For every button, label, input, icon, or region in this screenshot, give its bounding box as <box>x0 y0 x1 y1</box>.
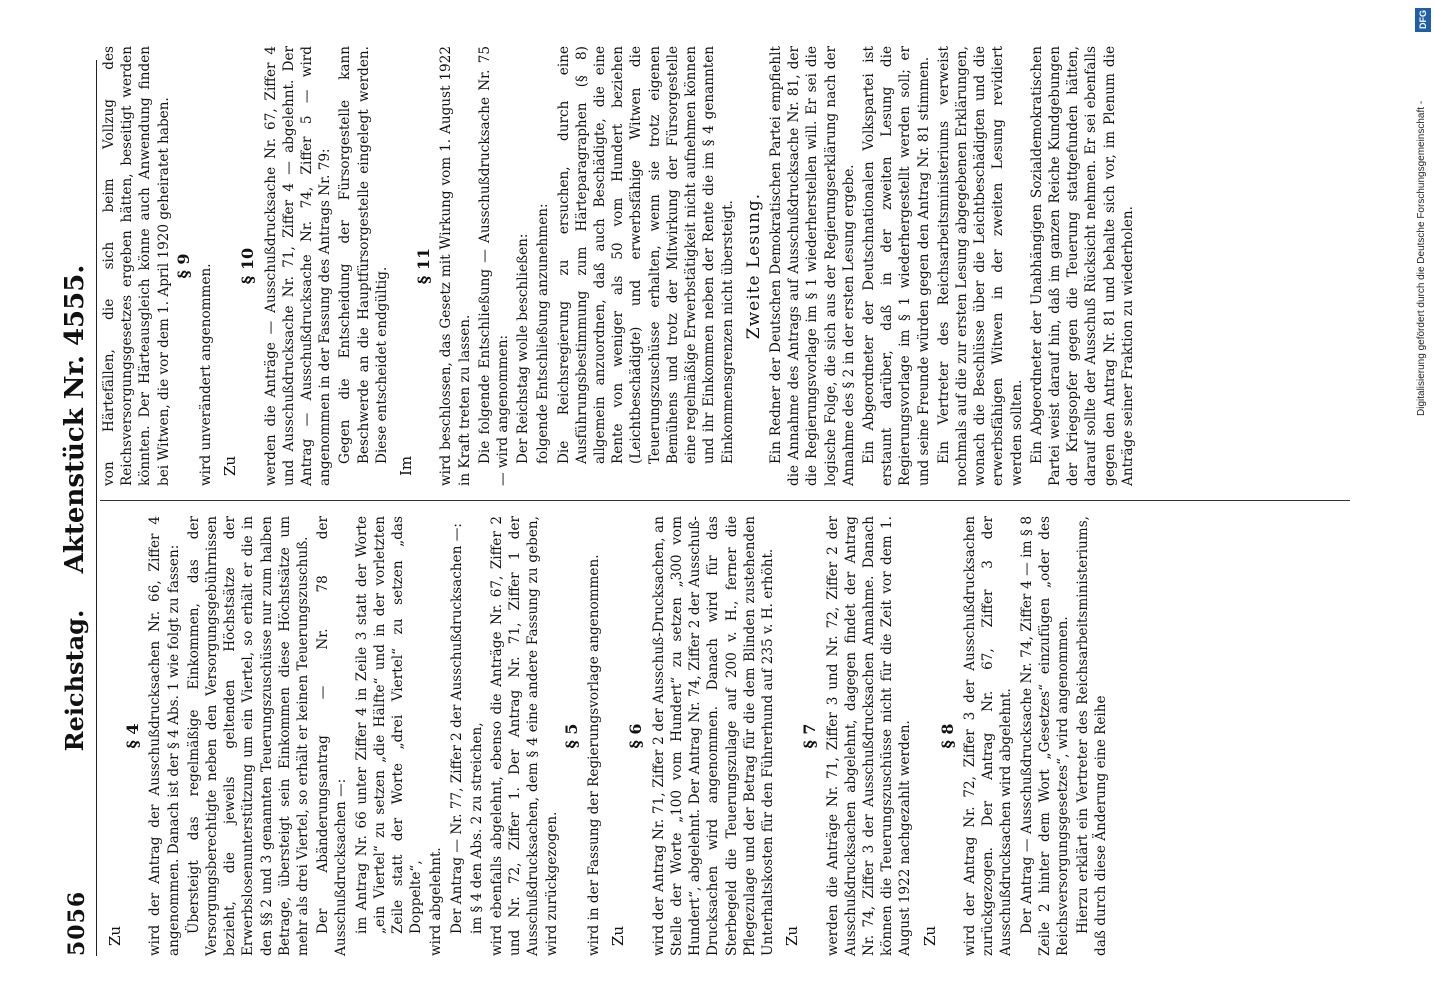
paragraph: wird ebenfalls abgelehnt, ebenso die Anträge Nr. 67, Ziffer 2 und Nr. 72, Ziffer 1. Der Antrag Nr. 71, Ziffer 1 der Ausschußdrucksachen, dem § 4 eine andere Fassung zu geben, wird zurückgezogen. <box>489 516 560 956</box>
digitization-note: Digitalisierung gefördert durch die Deutsche Forschungsgemeinschaft - <box>1416 100 1427 416</box>
text-columns <box>100 46 1390 956</box>
header-title: Reichstag. <box>60 609 89 752</box>
section-prefix: Zu <box>783 925 802 946</box>
paragraph: Ein Vertreter des Reichsarbeitsministeriums verweist nochmals auf die zur ersten Lesung abgegebenen Erklärungen, wonach die Beschlüsse über die Leichtbeschädigten und die erwerbsfähigen Witwen in der zweiten Lesung revidiert werden sollten. <box>935 46 1025 486</box>
reading-heading: Zweite Lesung. <box>743 192 764 340</box>
dfg-logo: DFG <box>1415 8 1431 32</box>
right-column <box>100 46 1390 486</box>
paragraph: Ein Redner der Deutschen Demokratischen Partei empfiehlt die Annahme des Antrags auf Ausschußdrucksache Nr. 81, der die Regierungsvorlage im § 1 wiederherstellen will. Er sei die logische Folge, die sich aus der Regierungserklärung nach der Annahme des § 2 in der ersten Lesung ergebe. <box>767 46 857 486</box>
paragraph: Übersteigt das regelmäßige Einkommen, das der Versorgungsberechtigte neben den Versorgungsgebührnissen bezieht, die jeweils geltenden Höchstsätze der Erwerbslosenunterstützung um ein Viertel, so erhält er die in den §§ 2 und 3 genannten Teuerungszuschüsse nur zum halben Betrage, übersteigt sein Einkommen diese Höchstsätze um mehr als drei Viertel, so erhält er keinen Teuerungszuschuß. <box>185 516 312 956</box>
section-heading: § 8 <box>937 723 957 749</box>
paragraph: wird in der Fassung der Regierungsvorlage angenommen. <box>586 554 603 956</box>
paragraph: werden die Anträge Nr. 71, Ziffer 3 und Nr. 72, Ziffer 2 der Ausschußdrucksachen abgelehnt, dagegen findet der Antrag Nr. 74, Ziffer 3 der Ausschußdrucksachen Annahme. Danach können die Teuerungszuschüsse nicht für die Zeit vor dem 1. August 1922 nachgezahlt werden. <box>824 516 914 956</box>
document-page <box>40 38 1400 978</box>
paragraph: werden die Anträge — Ausschußdrucksache Nr. 67, Ziffer 4 und Ausschußdrucksache Nr. 71, Ziffer 4 — abgelehnt. Der Antrag — Ausschußdrucksache Nr. 74, Ziffer 5 — wird angenommen in der Fassung des Antrags Nr. 79: <box>262 46 334 486</box>
paragraph: Hierzu erklärt ein Vertreter des Reichsarbeitsministeriums, daß durch diese Änderung eine Reihe <box>1075 516 1110 956</box>
paragraph: Der Reichstag wolle beschließen: <box>515 233 532 464</box>
section-prefix: Zu <box>920 925 939 946</box>
section-heading: § 10 <box>238 247 258 285</box>
left-column <box>100 516 1390 956</box>
section-prefix: Im <box>397 455 416 476</box>
paragraph: Gegen die Entscheidung der Fürsorgestelle kann Beschwerde an die Hauptfürsorgestelle eingelegt werden. Diese entscheidet endgültig. <box>337 46 390 464</box>
paragraph: wird der Antrag Nr. 71, Ziffer 2 der Ausschuß-Drucksachen, an Stelle der Worte „100 vom Hundert“ zu setzen „300 vom Hundert“, abgelehnt. Der Antrag Nr. 74, Ziffer 2 der Ausschuß-Drucksachen wird angenommen. Danach wird für das Sterbegeld die Teuerungszulage auf 200 v. H., ferner die Pflegezulage und der Betrag für die dem Blinden zustehenden Unterhaltskosten für den Führerhund auf 235 v. H. erhöht. <box>650 516 776 956</box>
paragraph: wird abgelehnt. <box>428 847 445 956</box>
section-heading: § 4 <box>123 723 143 749</box>
paragraph: wird unverändert angenommen. <box>198 263 215 486</box>
section-prefix: Zu <box>609 925 628 946</box>
paragraph: wird der Antrag Nr. 72, Ziffer 3 der Ausschußdrucksachen zurückgezogen. Der Antrag Nr. 67, Ziffer 3 der Ausschußdrucksachen wird abgelehnt. <box>961 516 1015 956</box>
section-heading: § 5 <box>561 723 581 749</box>
paragraph: Ein Abgeordneter der Deutschnationalen Volkspartei ist erstaunt darüber, daß in der zweiten Lesung die Regierungsvorlage im § 1 wiederhergestellt werden soll; er und seine Freunde würden gegen den Antrag Nr. 81 stimmen. <box>860 46 932 486</box>
paragraph: Die Reichsregierung zu ersuchen, durch eine Ausführungsbestimmung zum Härteparagraphen (§ 8) allgemein anzuordnen, daß auch Beschädigte, die eine Rente von weniger als 50 vom Hundert beziehen (Leichtbeschädigte) und erwerbsfähige Witwen die Teuerungszuschüsse erhalten, wenn sie trotz eigenen Bemühens und trotz der Mitwirkung der Fürsorgestelle eine regelmäßige Erwerbstätigkeit nicht aufnehmen können und ihr Einkommen neben der Rente die im § 4 genannten Einkommensgrenzen nicht übersteigt. <box>555 46 736 464</box>
section-heading: § 7 <box>800 723 820 749</box>
paragraph: wird der Antrag der Ausschußdrucksachen Nr. 66, Ziffer 4 angenommen. Danach ist der § 4 Abs. 1 wie folgt zu fassen: <box>147 516 182 956</box>
paragraph: Ein Abgeordneter der Unabhängigen Sozialdemokratischen Partei weist darauf hin, daß im ganzen Reiche Kundgebungen der Kriegsopfer gegen die Teuerung stattgefunden hätten, darauf sollte der Ausschuß Rücksicht nehmen. Er sei ebenfalls gegen den Antrag Nr. 81 und behalte sich vor, im Plenum die Anträge seiner Fraktion zu wiederholen. <box>1028 46 1136 486</box>
header-subtitle: Aktenstück Nr. 4555. <box>60 264 90 574</box>
section-heading: § 11 <box>414 247 434 285</box>
paragraph: folgende Entschließung anzunehmen: <box>535 203 552 464</box>
paragraph: Der Antrag — Nr. 77, Ziffer 2 der Ausschußdrucksachen —: <box>448 523 465 934</box>
paragraph: wird beschlossen, das Gesetz mit Wirkung vom 1. August 1922 in Kraft treten zu lassen. <box>438 46 473 486</box>
section-prefix: Zu <box>221 455 240 476</box>
paragraph: Der Antrag — Ausschußdrucksache Nr. 74, Ziffer 4 — im § 8 Zeile 2 hinter dem Wort „Gesetzes“ einzufügen „oder des Reichsversorgungsgesetzes“, wird angenommen. <box>1018 516 1071 956</box>
paragraph: im § 4 den Abs. 2 zu streichen, <box>468 722 485 934</box>
section-heading: § 9 <box>173 253 193 279</box>
paragraph: Die folgende Entschließung — Ausschußdrucksache Nr. 75 — wird angenommen: <box>476 46 512 486</box>
section-heading: § 6 <box>626 723 646 749</box>
page-number: 5056 <box>64 890 90 956</box>
header-title-block <box>60 60 90 956</box>
paragraph: Der Abänderungsantrag — Nr. 78 der Ausschußdrucksachen —: <box>315 516 350 956</box>
column-divider <box>100 500 1350 501</box>
paragraph: im Antrag Nr. 66 unter Ziffer 4 in Zeile 3 statt der Worte „ein Viertel“ zu setzen „die Hälfte“ und in der vorletzten Zeile statt der Worte „drei Viertel“ zu setzen „das Doppelte“, <box>353 516 425 934</box>
paragraph: von Härtefällen, die sich beim Vollzug des Reichsversorgungsgesetzes ergeben hätten, beseitigt werden könnten. Der Härteausgleich könne auch Anwendung finden bei Witwen, die vor dem 1. April 1920 geheiratet haben. <box>101 46 172 486</box>
section-prefix: Zu <box>106 925 124 946</box>
page-header <box>58 60 97 956</box>
